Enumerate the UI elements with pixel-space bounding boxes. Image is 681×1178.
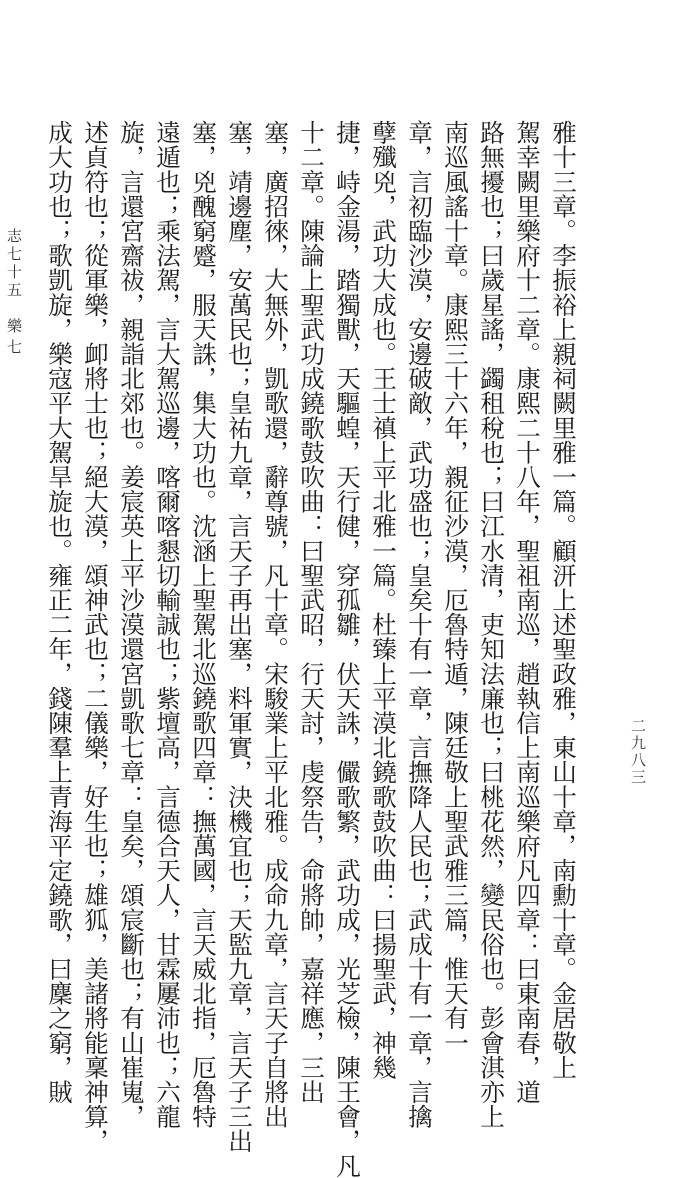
text-column: 駕幸闕里樂府十二章。康熙二十八年，聖祖南巡，趙執信上南巡樂府凡四章：曰東南春，道 [513,120,542,1104]
page-number: 二九八三 [629,718,647,786]
text-column: 雅十三章。李振裕上親祠闕里雅一篇。顧汧上述聖政雅，東山十章，南勳十章。金居敬上 [549,120,578,1080]
text-column: 成大功也；歌凱旋，樂寇平大駕旱旋也。雍正二年，錢陳羣上青海平定鐃歌，曰麇之窮，賊 [45,120,74,1104]
text-column: 十二章。陳論上聖武功成鐃歌鼓吹曲：曰聖武昭，行天討，虔祭告，命將帥，嘉祥應，三出 [297,120,326,1104]
text-column: 塞，兇醜窮蹙，服天誅，集大功也。沈涵上聖駕北巡鐃歌四章：撫萬國，言天威北指，厄魯特 [189,120,218,1129]
text-column: 述貞符也；從軍樂，卹將士也；絕大漠，頌神武也；二儀樂，好生也；雄狐，美諸將能稟神算， [81,120,110,1154]
text-column: 塞，廣招徠，大無外，凱歌還，辭尊號，凡十章。宋駿業上平北雅。成命九章，言天子自將出 [261,120,290,1129]
text-column: 章，言初臨沙漠，安邊破敵，武功盛也；皇矣十有一章，言撫降人民也；武成十有一章，言擒 [405,120,434,1129]
text-column: 路無擾也；曰歲星謠，蠲租稅也；曰江水清，吏知法廉也；曰桃花然，變民俗也。彭會淇亦上 [477,120,506,1129]
text-column: 孽殲兇，武功大成也。王士禛上平北雅一篇。杜臻上平漠北鐃歌鼓吹曲：曰揚聖武，神幾 [369,120,398,1080]
text-column: 捷，峙金湯，踏獨獸，天驅蝗，天行健，穿孤雛，伏天誅，儼歌繁，武功成，光芝檢，陳王會，凡 [333,120,362,1178]
text-column: 南巡風謠十章。康熙三十六年，親征沙漠，厄魯特遁，陳廷敬上聖武雅三篇，惟天有一 [441,120,470,1055]
running-head-section: 樂七 [5,318,23,360]
running-head-volume: 志七十五 [5,228,23,300]
text-column: 遠遁也；乘法駕，言大駕巡邊，喀爾喀懇切輸誠也；紫壇高，言德合天人，甘霖屢沛也；六龍 [153,120,182,1129]
text-column: 旋，言還宮齋祓，親詣北郊也。姜宸英上平沙漠還宮凱歌七章：皇矣，頌宸斷也；有山崔嵬， [117,120,146,1129]
text-column: 塞，靖邊塵，安萬民也；皇祐九章，言天子再出塞，料軍實，決機宜也；天監九章，言天子三出 [225,120,254,1154]
